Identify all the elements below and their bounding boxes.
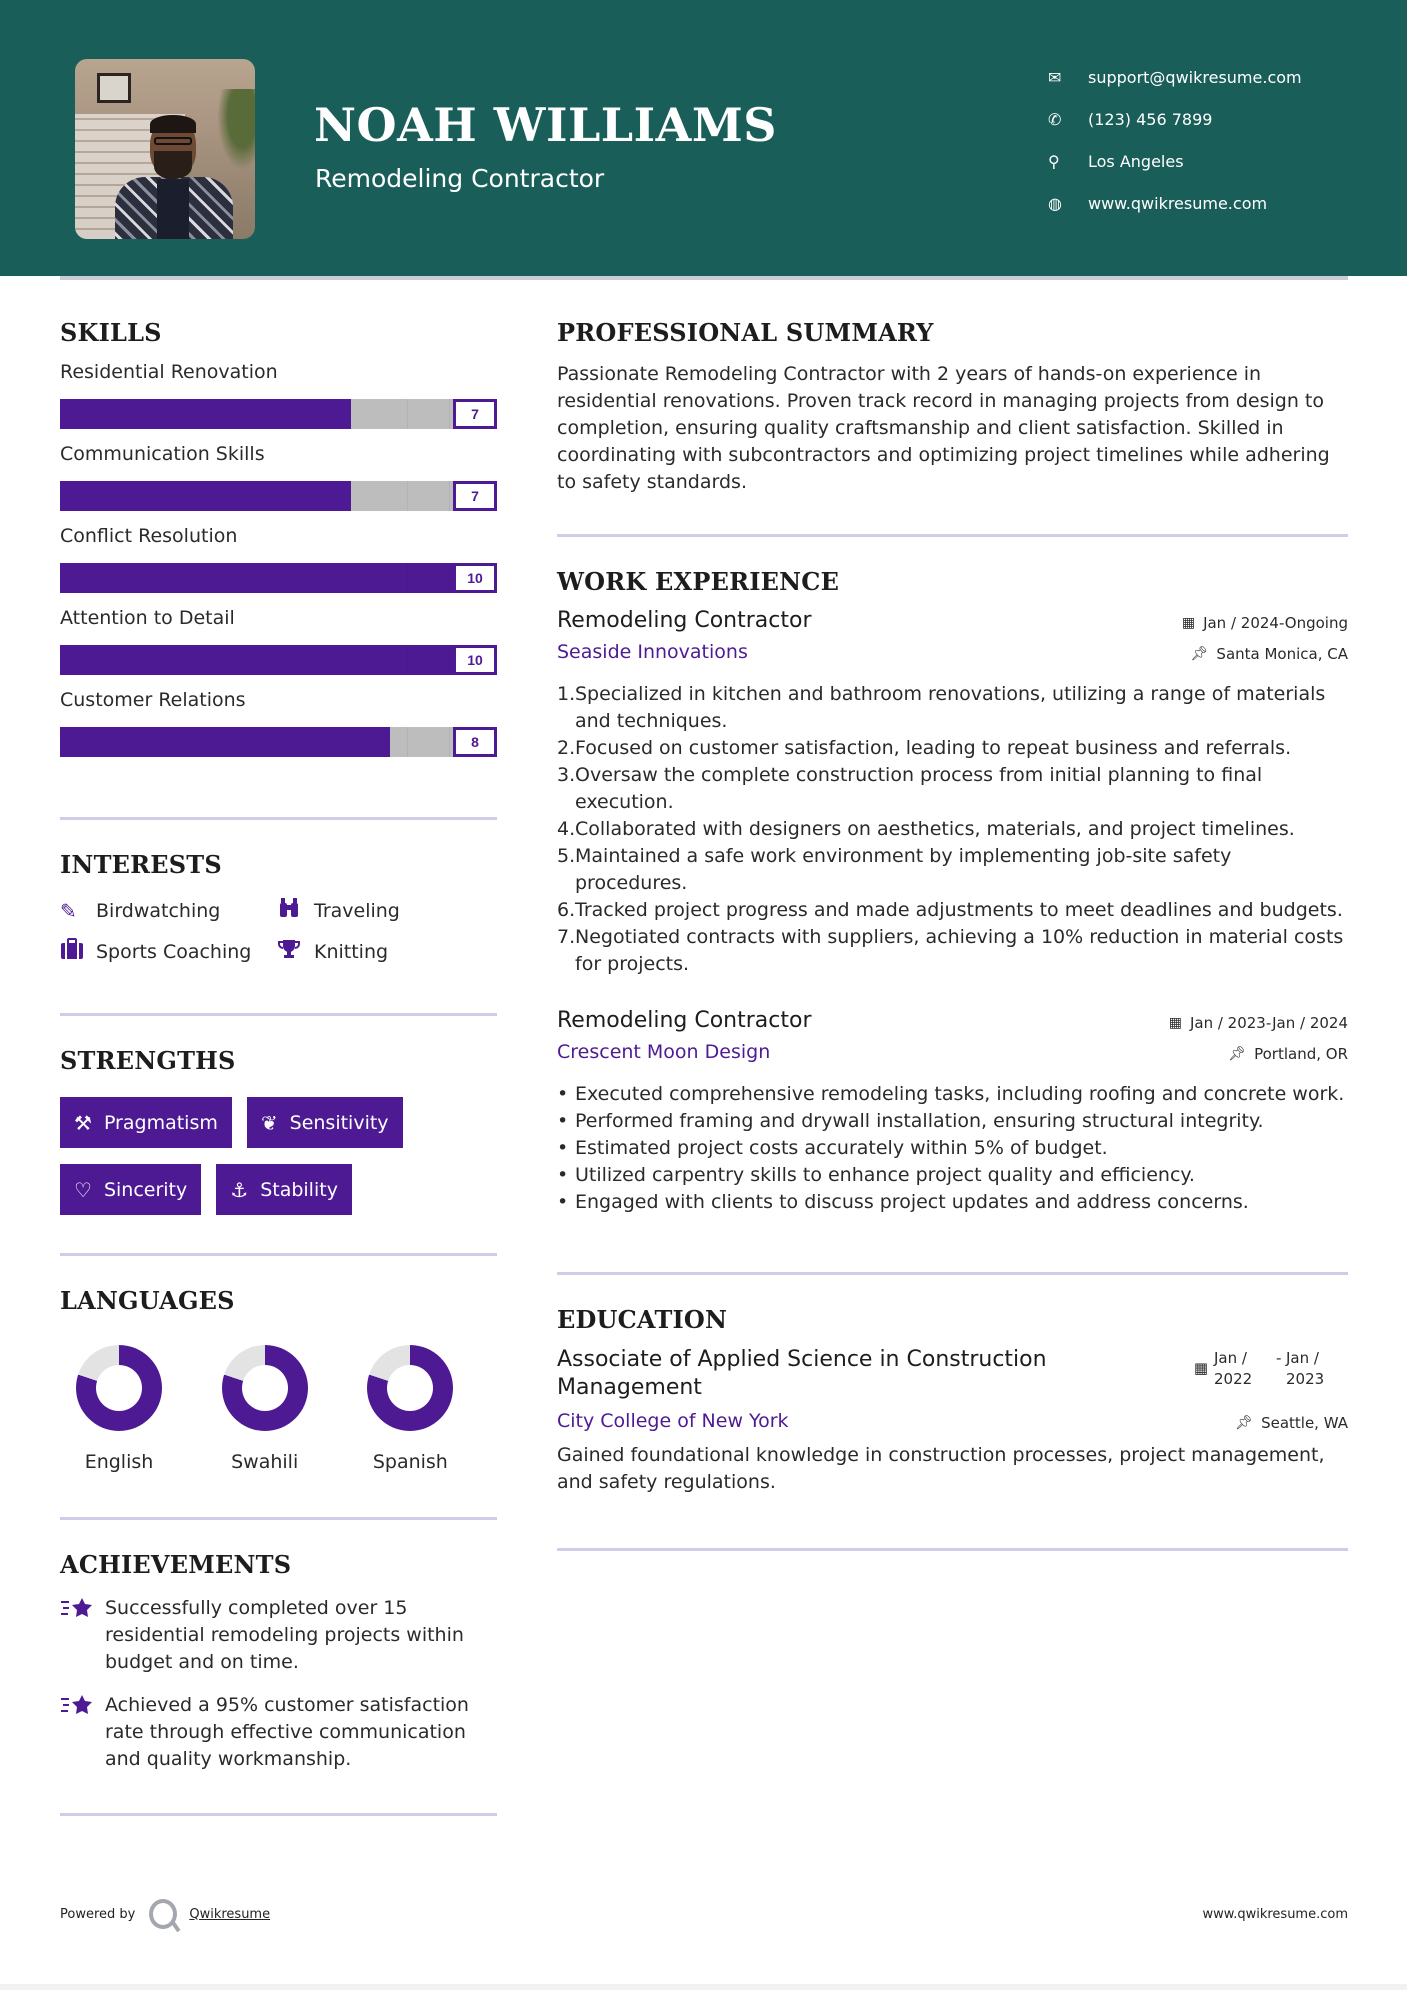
pushpin-icon: 📌︎	[1228, 1046, 1247, 1062]
section-divider	[60, 1517, 497, 1520]
job-bullet: 2. Focused on customer satisfaction, leading to repeat business and referrals.	[557, 737, 1292, 759]
interest-label: Birdwatching	[96, 899, 221, 922]
skill-label: Communication Skills	[60, 443, 265, 465]
briefcase-icon	[60, 938, 96, 965]
job-bullet: 5. Maintained a safe work environment by implementing job-site safety procedures.	[557, 845, 1232, 894]
calendar-icon: ▦	[1193, 1359, 1208, 1377]
brand-link[interactable]: Qwikresume	[189, 1906, 271, 1922]
section-divider	[557, 1272, 1348, 1275]
qwikresume-logo-icon	[149, 1899, 177, 1929]
skill-label: Customer Relations	[60, 689, 246, 711]
job-location: Portland, OR	[1254, 1045, 1348, 1063]
interest-label: Sports Coaching	[96, 940, 252, 963]
strength-label: Pragmatism	[103, 1111, 218, 1134]
job-bullet: 1. Specialized in kitchen and bathroom renovations, utilizing a range of materials and techniques.	[557, 683, 1326, 732]
job-location: Santa Monica, CA	[1216, 645, 1348, 663]
resume-header	[0, 0, 1407, 276]
job-entry	[557, 608, 1348, 978]
language-item	[206, 1345, 352, 1473]
section-title: PROFESSIONAL SUMMARY	[557, 318, 934, 347]
envelope-icon: ✉	[1048, 67, 1062, 87]
section-title: WORK EXPERIENCE	[557, 567, 840, 596]
left-column	[60, 318, 497, 1816]
interest-item	[278, 938, 478, 965]
achievement-item	[60, 1595, 497, 1676]
section-divider	[60, 817, 497, 820]
header-divider	[60, 276, 1348, 280]
edu-degree: Associate of Applied Science in Construction Management	[557, 1347, 1047, 1400]
language-item	[351, 1345, 497, 1473]
strength-badge	[216, 1164, 352, 1215]
interest-item	[60, 897, 278, 924]
strength-badge	[60, 1164, 201, 1215]
experience-section	[557, 567, 1348, 1216]
job-dates: Jan / 2024-Ongoing	[1203, 614, 1348, 632]
job-role: Remodeling Contractor	[557, 608, 812, 633]
strength-badge	[60, 1097, 232, 1148]
powered-by	[60, 1899, 270, 1929]
section-divider	[60, 1813, 497, 1816]
language-donut	[367, 1345, 453, 1431]
powered-by-text: Powered by	[60, 1906, 136, 1922]
interest-label: Knitting	[314, 940, 389, 963]
globe-icon: ◍	[1048, 193, 1062, 213]
section-title: SKILLS	[60, 318, 162, 347]
language-label: English	[84, 1451, 154, 1473]
job-bullet: 3. Oversaw the complete construction process from initial planning to final execution.	[557, 764, 1263, 813]
footer-website[interactable]: www.qwikresume.com	[1202, 1906, 1348, 1922]
skill-score: 10	[453, 645, 497, 675]
contact-location	[1048, 140, 1302, 182]
job-company: Crescent Moon Design	[557, 1041, 771, 1063]
shooting-star-icon	[60, 1692, 105, 1773]
job-bullets	[557, 681, 1348, 978]
trophy-icon	[278, 938, 314, 965]
calendar-icon: ▦	[1181, 615, 1196, 631]
edu-school: City College of New York	[557, 1410, 789, 1432]
interest-label: Traveling	[314, 899, 400, 922]
job-bullet: 7. Negotiated contracts with suppliers, achieving a 10% reduction in material costs for projects.	[557, 926, 1344, 975]
job-bullet: 4. Collaborated with designers on aesthetics, materials, and project timelines.	[557, 818, 1295, 840]
section-title: LANGUAGES	[60, 1286, 235, 1315]
section-title: ACHIEVEMENTS	[60, 1550, 292, 1579]
skill-label: Attention to Detail	[60, 607, 235, 629]
contact-website[interactable]	[1048, 182, 1302, 224]
skill-label: Conflict Resolution	[60, 525, 238, 547]
section-divider	[60, 1253, 497, 1256]
contact-list	[1048, 56, 1302, 224]
job-bullets	[557, 1081, 1348, 1216]
edu-start: Jan / 2022	[1214, 1349, 1253, 1388]
edit-icon: ✎	[60, 898, 77, 923]
profile-photo	[75, 59, 255, 239]
language-item	[60, 1345, 206, 1473]
education-section	[557, 1305, 1348, 1496]
job-bullet: • Estimated project costs accurately within 5% of budget.	[557, 1137, 1108, 1159]
strengths-section	[60, 1046, 497, 1215]
candidate-title: Remodeling Contractor	[315, 164, 605, 193]
contact-email[interactable]	[1048, 56, 1302, 98]
edu-description: Gained foundational knowledge in construction processes, project management, and safety regulations.	[557, 1444, 1325, 1493]
section-divider	[557, 1548, 1348, 1551]
anchor-icon: ⚓	[230, 1177, 249, 1202]
skills-section	[60, 318, 497, 757]
contact-phone-text: (123) 456 7899	[1088, 109, 1213, 129]
skill-score: 8	[453, 727, 497, 757]
strength-label: Stability	[260, 1178, 338, 1201]
pushpin-icon: 📌︎	[1190, 646, 1209, 662]
interest-item	[60, 938, 278, 965]
language-label: Spanish	[372, 1451, 448, 1473]
phone-icon: ✆	[1048, 109, 1062, 129]
page-edge	[0, 1984, 1407, 1990]
skill-score: 7	[453, 399, 497, 429]
skill-bar	[60, 645, 497, 675]
job-company: Seaside Innovations	[557, 641, 748, 663]
binoculars-icon	[278, 897, 314, 924]
edu-location: Seattle, WA	[1261, 1414, 1348, 1432]
job-entry	[557, 1008, 1348, 1216]
footer	[60, 1898, 1348, 1930]
right-column	[557, 318, 1348, 1551]
achievement-text: Successfully completed over 15 residential remodeling projects within budget and on time.	[105, 1597, 464, 1673]
interests-section	[60, 850, 497, 965]
job-bullet: • Engaged with clients to discuss project updates and address concerns.	[557, 1191, 1249, 1213]
skill-bar	[60, 399, 497, 429]
section-divider	[60, 1013, 497, 1016]
language-donut	[76, 1345, 162, 1431]
gavel-icon: ⚒	[74, 1110, 92, 1135]
contact-email-text: support@qwikresume.com	[1088, 67, 1302, 87]
section-title: EDUCATION	[557, 1305, 728, 1334]
map-pin-icon: ⚲	[1048, 151, 1060, 171]
job-bullet: • Executed comprehensive remodeling tasks, including roofing and concrete work.	[557, 1083, 1345, 1105]
languages-section	[60, 1286, 497, 1473]
contact-location-text: Los Angeles	[1088, 151, 1184, 171]
candidate-name: NOAH WILLIAMS	[314, 98, 777, 152]
heart-icon: ♡	[74, 1177, 92, 1202]
skill-score: 10	[453, 563, 497, 593]
job-bullet: • Utilized carpentry skills to enhance project quality and efficiency.	[557, 1164, 1195, 1186]
job-bullet: 6. Tracked project progress and made adjustments to meet deadlines and budgets.	[557, 899, 1343, 921]
shooting-star-icon	[60, 1595, 105, 1676]
section-title: INTERESTS	[60, 850, 222, 879]
skill-score: 7	[453, 481, 497, 511]
job-bullet: • Performed framing and drywall installation, ensuring structural integrity.	[557, 1110, 1264, 1132]
job-role: Remodeling Contractor	[557, 1008, 812, 1033]
skill-bar	[60, 481, 497, 511]
strength-label: Sincerity	[103, 1178, 188, 1201]
achievement-item	[60, 1692, 497, 1773]
contact-website-text: www.qwikresume.com	[1088, 193, 1268, 213]
calendar-icon: ▦	[1168, 1015, 1182, 1031]
strength-label: Sensitivity	[289, 1111, 389, 1134]
section-divider	[557, 534, 1348, 537]
strength-badge	[247, 1097, 403, 1148]
summary-section	[557, 318, 1348, 496]
section-title: STRENGTHS	[60, 1046, 236, 1075]
summary-text: Passionate Remodeling Contractor with 2 years of hands-on experience in residential renovations. Proven track record in managing projects from design to completion, ensuring quality craftsmanship and client satisfaction. Skilled in coordinating with subcontractors and optimizing project timelines while adhering to safety standards.	[557, 363, 1330, 493]
job-dates: Jan / 2023-Jan / 2024	[1189, 1014, 1348, 1032]
edu-end: Jan / 2023	[1286, 1349, 1325, 1388]
language-donut	[222, 1345, 308, 1431]
pushpin-icon: 📌︎	[1235, 1415, 1254, 1431]
leaf-icon: ❦	[260, 1110, 278, 1135]
skill-bar	[60, 727, 497, 757]
achievement-text: Achieved a 95% customer satisfaction rate through effective communication and quality workmanship.	[105, 1694, 469, 1770]
language-label: Swahili	[231, 1451, 299, 1473]
skill-bar	[60, 563, 497, 593]
edu-dates: ▦ Jan / 2022 - Jan / 2023	[1194, 1348, 1348, 1402]
interest-item	[278, 897, 478, 924]
achievements-section	[60, 1550, 497, 1773]
skill-label: Residential Renovation	[60, 361, 278, 383]
contact-phone[interactable]	[1048, 98, 1302, 140]
